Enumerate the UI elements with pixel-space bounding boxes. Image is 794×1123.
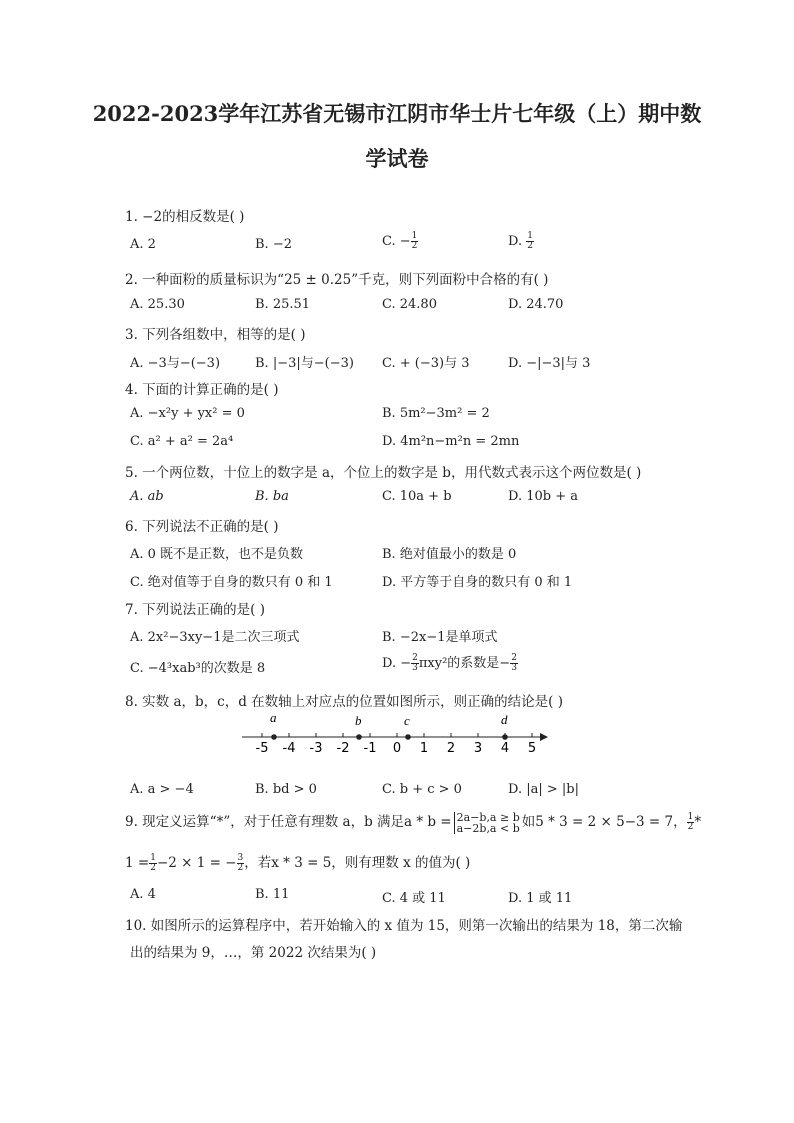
point-b xyxy=(356,734,362,740)
fraction xyxy=(510,654,518,673)
tick-label: 3 xyxy=(473,741,483,756)
fraction xyxy=(411,232,419,251)
question-2-stem: 2. 一种面粉的质量标识为“25 ± 0.25”千克，则下列面粉中合格的有( ) xyxy=(125,272,549,288)
question-9-line2 xyxy=(125,851,470,873)
q9-stem-prefix: 9. 现定义运算“*”，对于任意有理数 a，b 满足a * b = xyxy=(125,814,452,830)
point-label-a: a xyxy=(270,710,277,725)
q3-option-d: D. −|−3|与 3 xyxy=(508,356,591,371)
tick-label: -1 xyxy=(363,741,377,756)
question-6-stem: 6. 下列说法不正确的是( ) xyxy=(125,519,279,535)
q3-option-b: B. |−3|与−(−3) xyxy=(255,356,354,371)
page-title-line1: 2022-2023学年江苏省无锡市江阴市华士片七年级（上）期中数 xyxy=(92,101,702,126)
q4-option-b: B. 5m²−3m² = 2 xyxy=(382,406,490,421)
q4-option-c: C. a² + a² = 2a⁴ xyxy=(130,434,234,449)
fraction xyxy=(149,854,157,873)
q9-option-b: B. 11 xyxy=(255,887,290,902)
q2-option-a: A. 25.30 xyxy=(130,297,185,312)
q9-option-c: C. 4 或 11 xyxy=(382,891,446,906)
fraction xyxy=(526,232,534,251)
q1-option-d xyxy=(508,232,534,251)
q7-option-d-prefix: D. − xyxy=(382,656,412,671)
tick-label: 5 xyxy=(527,741,537,756)
arrow-head-icon xyxy=(540,733,548,741)
point-c xyxy=(405,734,411,740)
q9-option-a: A. 4 xyxy=(130,887,156,902)
question-4-stem: 4. 下面的计算正确的是( ) xyxy=(125,382,279,398)
denominator: 2 xyxy=(411,241,418,251)
q8-option-d: D. |a| > |b| xyxy=(508,782,579,797)
numerator: 2 xyxy=(412,653,418,663)
tick-label: -2 xyxy=(336,741,350,756)
tick-label: 1 xyxy=(419,741,429,756)
q4-option-d: D. 4m²n−m²n = 2mn xyxy=(382,434,520,449)
tick-label: 2 xyxy=(446,741,456,756)
denominator: 2 xyxy=(687,822,694,832)
question-7-stem: 7. 下列说法正确的是( ) xyxy=(125,602,265,618)
question-1-stem: 1. −2的相反数是( ) xyxy=(125,209,245,225)
q8-option-a: A. a > −4 xyxy=(130,782,194,797)
q7-option-b: B. −2x−1是单项式 xyxy=(382,630,498,645)
q2-option-b: B. 25.51 xyxy=(255,297,311,312)
question-8-stem: 8. 实数 a，b，c，d 在数轴上对应点的位置如图所示，则正确的结论是( ) xyxy=(125,694,563,710)
point-d xyxy=(502,734,508,740)
q1-option-b: B. −2 xyxy=(255,237,292,252)
numerator: 1 xyxy=(150,853,156,863)
q9-stem-suffix: 如5 * 3 = 2 × 5−3 = 7， xyxy=(521,814,687,830)
q6-option-b: B. 绝对值最小的数是 0 xyxy=(382,547,517,562)
tick-label: 4 xyxy=(500,741,510,756)
q9-line2-prefix: 1 = xyxy=(125,855,150,871)
q5-option-b: B. ba xyxy=(255,489,289,504)
number-line-figure xyxy=(240,705,560,757)
question-3-stem: 3. 下列各组数中，相等的是( ) xyxy=(125,327,306,343)
point-label-c: c xyxy=(404,713,410,728)
fraction xyxy=(411,654,419,673)
q2-option-d: D. 24.70 xyxy=(508,297,564,312)
tick-label: 0 xyxy=(392,741,402,756)
tick-label: -3 xyxy=(309,741,323,756)
q1-option-d-prefix: D. xyxy=(508,234,527,249)
numerator: 3 xyxy=(237,853,244,863)
q7-option-a: A. 2x²−3xy−1是二次三项式 xyxy=(130,630,300,645)
question-5-stem: 5. 一个两位数，十位上的数字是 a，个位上的数字是 b，用代数式表示这个两位数是( ) xyxy=(125,465,642,481)
q1-option-c-prefix: C. − xyxy=(382,234,411,249)
q5-option-d: D. 10b + a xyxy=(508,489,578,504)
question-10-line2: 出的结果为 9，…，第 2022 次结果为( ) xyxy=(130,945,377,961)
denominator: 2 xyxy=(527,241,533,251)
q5-option-c: C. 10a + b xyxy=(382,489,452,504)
point-label-b: b xyxy=(355,713,362,728)
numerator: 1 xyxy=(527,231,533,241)
question-9-stem xyxy=(125,810,701,834)
page-title-line2: 学试卷 xyxy=(365,146,429,171)
q1-option-c xyxy=(382,232,418,251)
q6-option-a: A. 0 既不是正数，也不是负数 xyxy=(130,547,304,562)
q9-line2-suffix: ，若x * 3 = 5，则有理数 x 的值为( ) xyxy=(244,855,471,871)
q3-option-a: A. −3与−(−3) xyxy=(130,356,221,371)
q8-option-b: B. bd > 0 xyxy=(255,782,317,797)
q6-option-d: D. 平方等于自身的数只有 0 和 1 xyxy=(382,575,573,590)
q1-option-a: A. 2 xyxy=(130,237,156,252)
q6-option-c: C. 绝对值等于自身的数只有 0 和 1 xyxy=(130,575,333,590)
numerator: 1 xyxy=(687,812,694,822)
q9-line2-middle: −2 × 1 = − xyxy=(156,855,237,871)
numerator: 2 xyxy=(511,653,517,663)
q7-option-d xyxy=(382,652,518,673)
q4-option-a: A. −x²y + yx² = 0 xyxy=(130,406,245,421)
q7-option-d-middle: πxy²的系数是− xyxy=(418,656,511,671)
q5-option-a: A. ab xyxy=(130,489,164,504)
denominator: 2 xyxy=(150,863,156,873)
q7-option-c: C. −4³xab³的次数是 8 xyxy=(130,661,266,676)
numerator: 1 xyxy=(411,231,418,241)
q2-option-c: C. 24.80 xyxy=(382,297,437,312)
case-1: 2a−b,a ≥ b xyxy=(456,810,520,824)
denominator: 3 xyxy=(511,663,517,673)
piecewise-cases xyxy=(454,812,520,834)
denominator: 3 xyxy=(412,663,418,673)
q9-star: * xyxy=(694,814,702,830)
question-10-line1: 10. 如图所示的运算程序中，若开始输入的 x 值为 15，则第一次输出的结果为 18，第二次输 xyxy=(125,918,683,934)
denominator: 2 xyxy=(237,863,244,873)
q9-option-d: D. 1 或 11 xyxy=(508,891,573,906)
tick-label: -5 xyxy=(255,741,269,756)
q8-option-c: C. b + c > 0 xyxy=(382,782,462,797)
case-2: a−2b,a < b xyxy=(456,821,520,835)
point-label-d: d xyxy=(501,712,508,727)
tick-label: -4 xyxy=(282,741,296,756)
point-a xyxy=(271,734,277,740)
q3-option-c: C. + (−3)与 3 xyxy=(382,356,470,371)
